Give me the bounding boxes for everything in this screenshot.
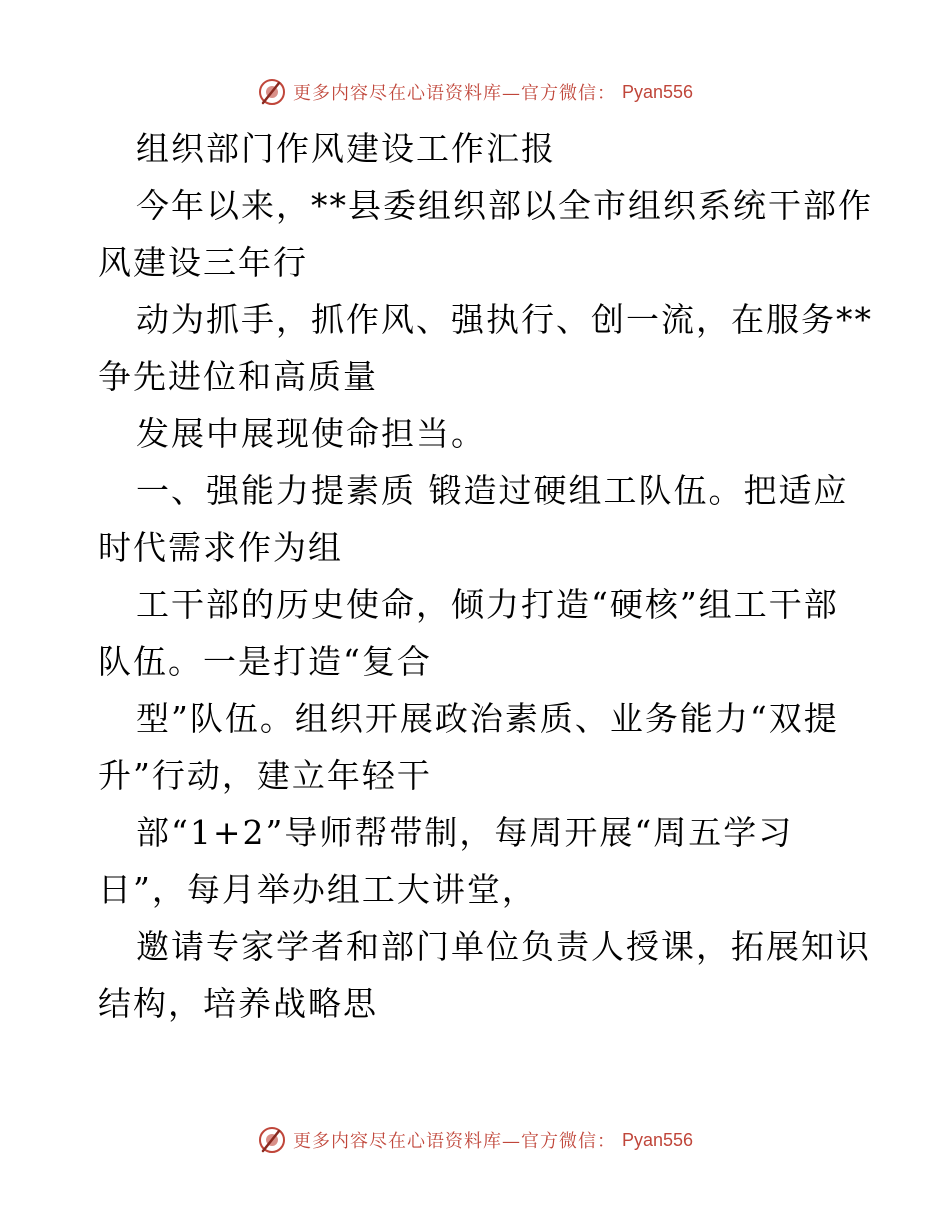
paragraph-line: 动为抓手，抓作风、强执行、创一流，在服务** [136,300,873,339]
paragraph-line: 部“1+2”导师帮带制，每周开展“周五学习 [136,813,794,852]
paragraph-line: 队伍。一是打造“复合 [98,642,432,681]
paragraph-line: 邀请专家学者和部门单位负责人授课，拓展知识 [136,927,871,966]
paragraph-line: 型”队伍。组织开展政治素质、业务能力“双提 [136,699,839,738]
watermark-wechat-id: Pyan556 [621,1129,694,1150]
watermark-text: 更多内容尽在心语资料库—官方微信： [292,83,616,104]
header-watermark [0,72,950,112]
pen-logo-icon [257,77,287,107]
paragraph-line: 时代需求作为组 [98,528,343,567]
paragraph-line: 风建设三年行 [98,243,308,282]
paragraph-line: 工干部的历史使命，倾力打造“硬核”组工干部 [136,585,839,624]
paragraph-line: 发展中展现使命担当。 [136,414,486,453]
document-title: 组织部门作风建设工作汇报 [136,129,556,168]
paragraph-line: 升”行动，建立年轻干 [98,756,432,795]
footer-watermark [0,1120,950,1160]
paragraph-line: 今年以来，**县委组织部以全市组织系统干部作 [136,186,873,225]
watermark-wechat-id: Pyan556 [621,81,694,102]
paragraph-line: 结构，培养战略思 [98,984,378,1023]
paragraph-line: 争先进位和高质量 [98,357,378,396]
paragraph-line: 一、强能力提素质 锻造过硬组工队伍。把适应 [136,471,849,510]
document-body [98,120,873,1032]
paragraph-line: 日”，每月举办组工大讲堂， [98,870,537,909]
pen-logo-icon [257,1125,287,1155]
watermark-text: 更多内容尽在心语资料库—官方微信： [292,1131,616,1152]
